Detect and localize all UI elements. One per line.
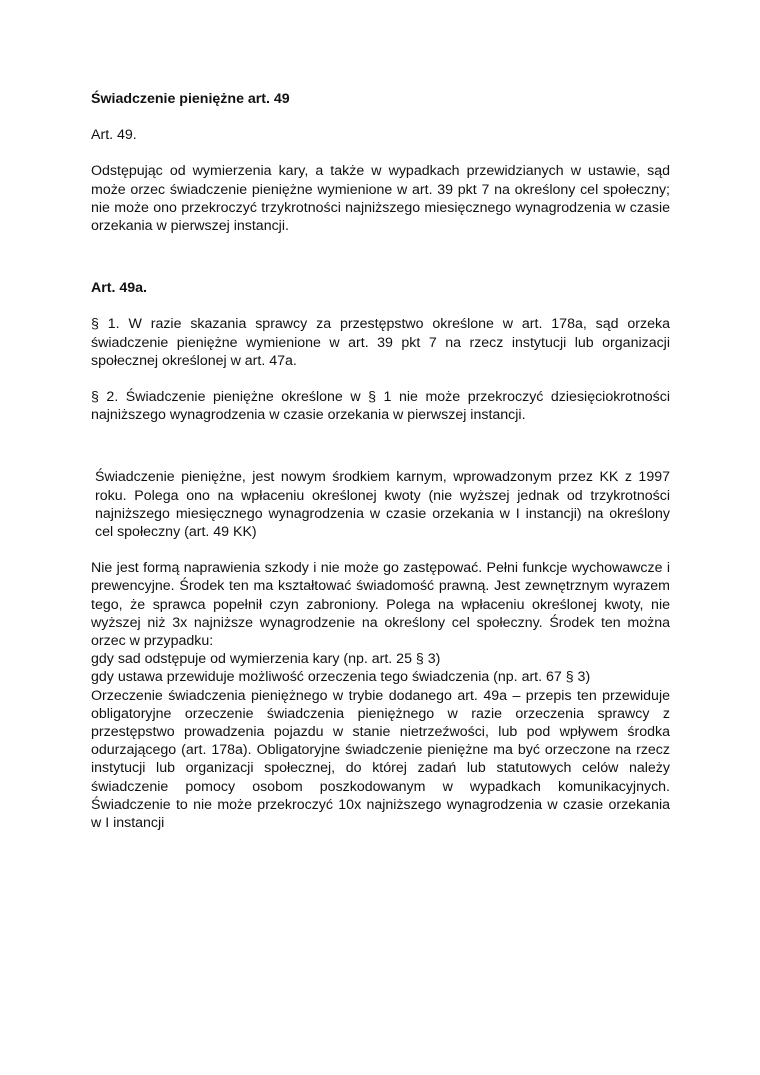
art-49-label: Art. 49. xyxy=(91,127,137,144)
commentary-paragraph-1: Świadczenie pieniężne, jest nowym środkiem karnym, wprowadzonym przez KK z 1997 roku. Polega ono na wpłaceniu określonej kwoty (nie wyższej jednak od trzykrotności najniższego miesięcznego wynagrodzenia w czasie orzekania w I instancji) na określony cel społeczny (art. 49 KK) xyxy=(95,469,670,541)
art-49a-heading: Art. 49a. xyxy=(91,280,147,297)
case-item-1: gdy sad odstępuje od wymierzenia kary (np. art. 25 § 3) xyxy=(91,651,441,668)
case-item-2: gdy ustawa przewiduje możliwość orzeczenia tego świadczenia (np. art. 67 § 3) xyxy=(91,669,591,686)
art-49-text: Odstępując od wymierzenia kary, a także w wypadkach przewidzianych w ustawie, sąd może orzec świadczenie pieniężne wymienione w art. 39 pkt 7 na określony cel społeczny; nie może ono przekroczyć trzykrotności najniższego miesięcznego wynagrodzenia w czasie orzekania w pierwszej instancji. xyxy=(91,163,670,235)
commentary-paragraph-3: Orzeczenie świadczenia pieniężnego w trybie dodanego art. 49a – przepis ten przewiduje obligatoryjne orzeczenie świadczenia pieniężnego w razie orzeczenia sprawcy z przestępstwo prowadzenia pojazdu w stanie nietrzeźwości, lub pod wpływem środka odurzającego (art. 178a). Obligatoryjne świadczenie pieniężne ma być orzeczone na rzecz instytucji lub organizacji społecznej, do której zadań lub statutowych celów należy świadczenie pomocy osobom poszkodowanym w wypadkach komunikacyjnych. Świadczenie to nie może przekroczyć 10x najniższego wynagrodzenia w czasie orzekania w I instancji xyxy=(91,687,670,832)
art-49a-paragraph-1: § 1. W razie skazania sprawcy za przestępstwo określone w art. 178a, sąd orzeka świadczenie pieniężne wymienione w art. 39 pkt 7 na rzecz instytucji lub organizacji społecznej określonej w art. 47a. xyxy=(91,316,670,369)
commentary-paragraph-2: Nie jest formą naprawienia szkody i nie może go zastępować. Pełni funkcje wychowawcze i prewencyjne. Środek ten ma kształtować świadomość prawną. Jest zewnętrznym wyrazem tego, że sprawca popełnił czyn zabroniony. Polega na wpłaceniu określonej kwoty, nie wyższej niż 3x najniższe wynagrodzenie na określony cel społeczny. Środek ten można orzec w przypadku: xyxy=(91,560,670,650)
document-title: Świadczenie pieniężne art. 49 xyxy=(91,91,290,107)
art-49a-paragraph-2: § 2. Świadczenie pieniężne określone w § 1 nie może przekroczyć dziesięciokrotności najniższego wynagrodzenia w czasie orzekania w pierwszej instancji. xyxy=(91,389,670,424)
document-body xyxy=(91,90,670,832)
